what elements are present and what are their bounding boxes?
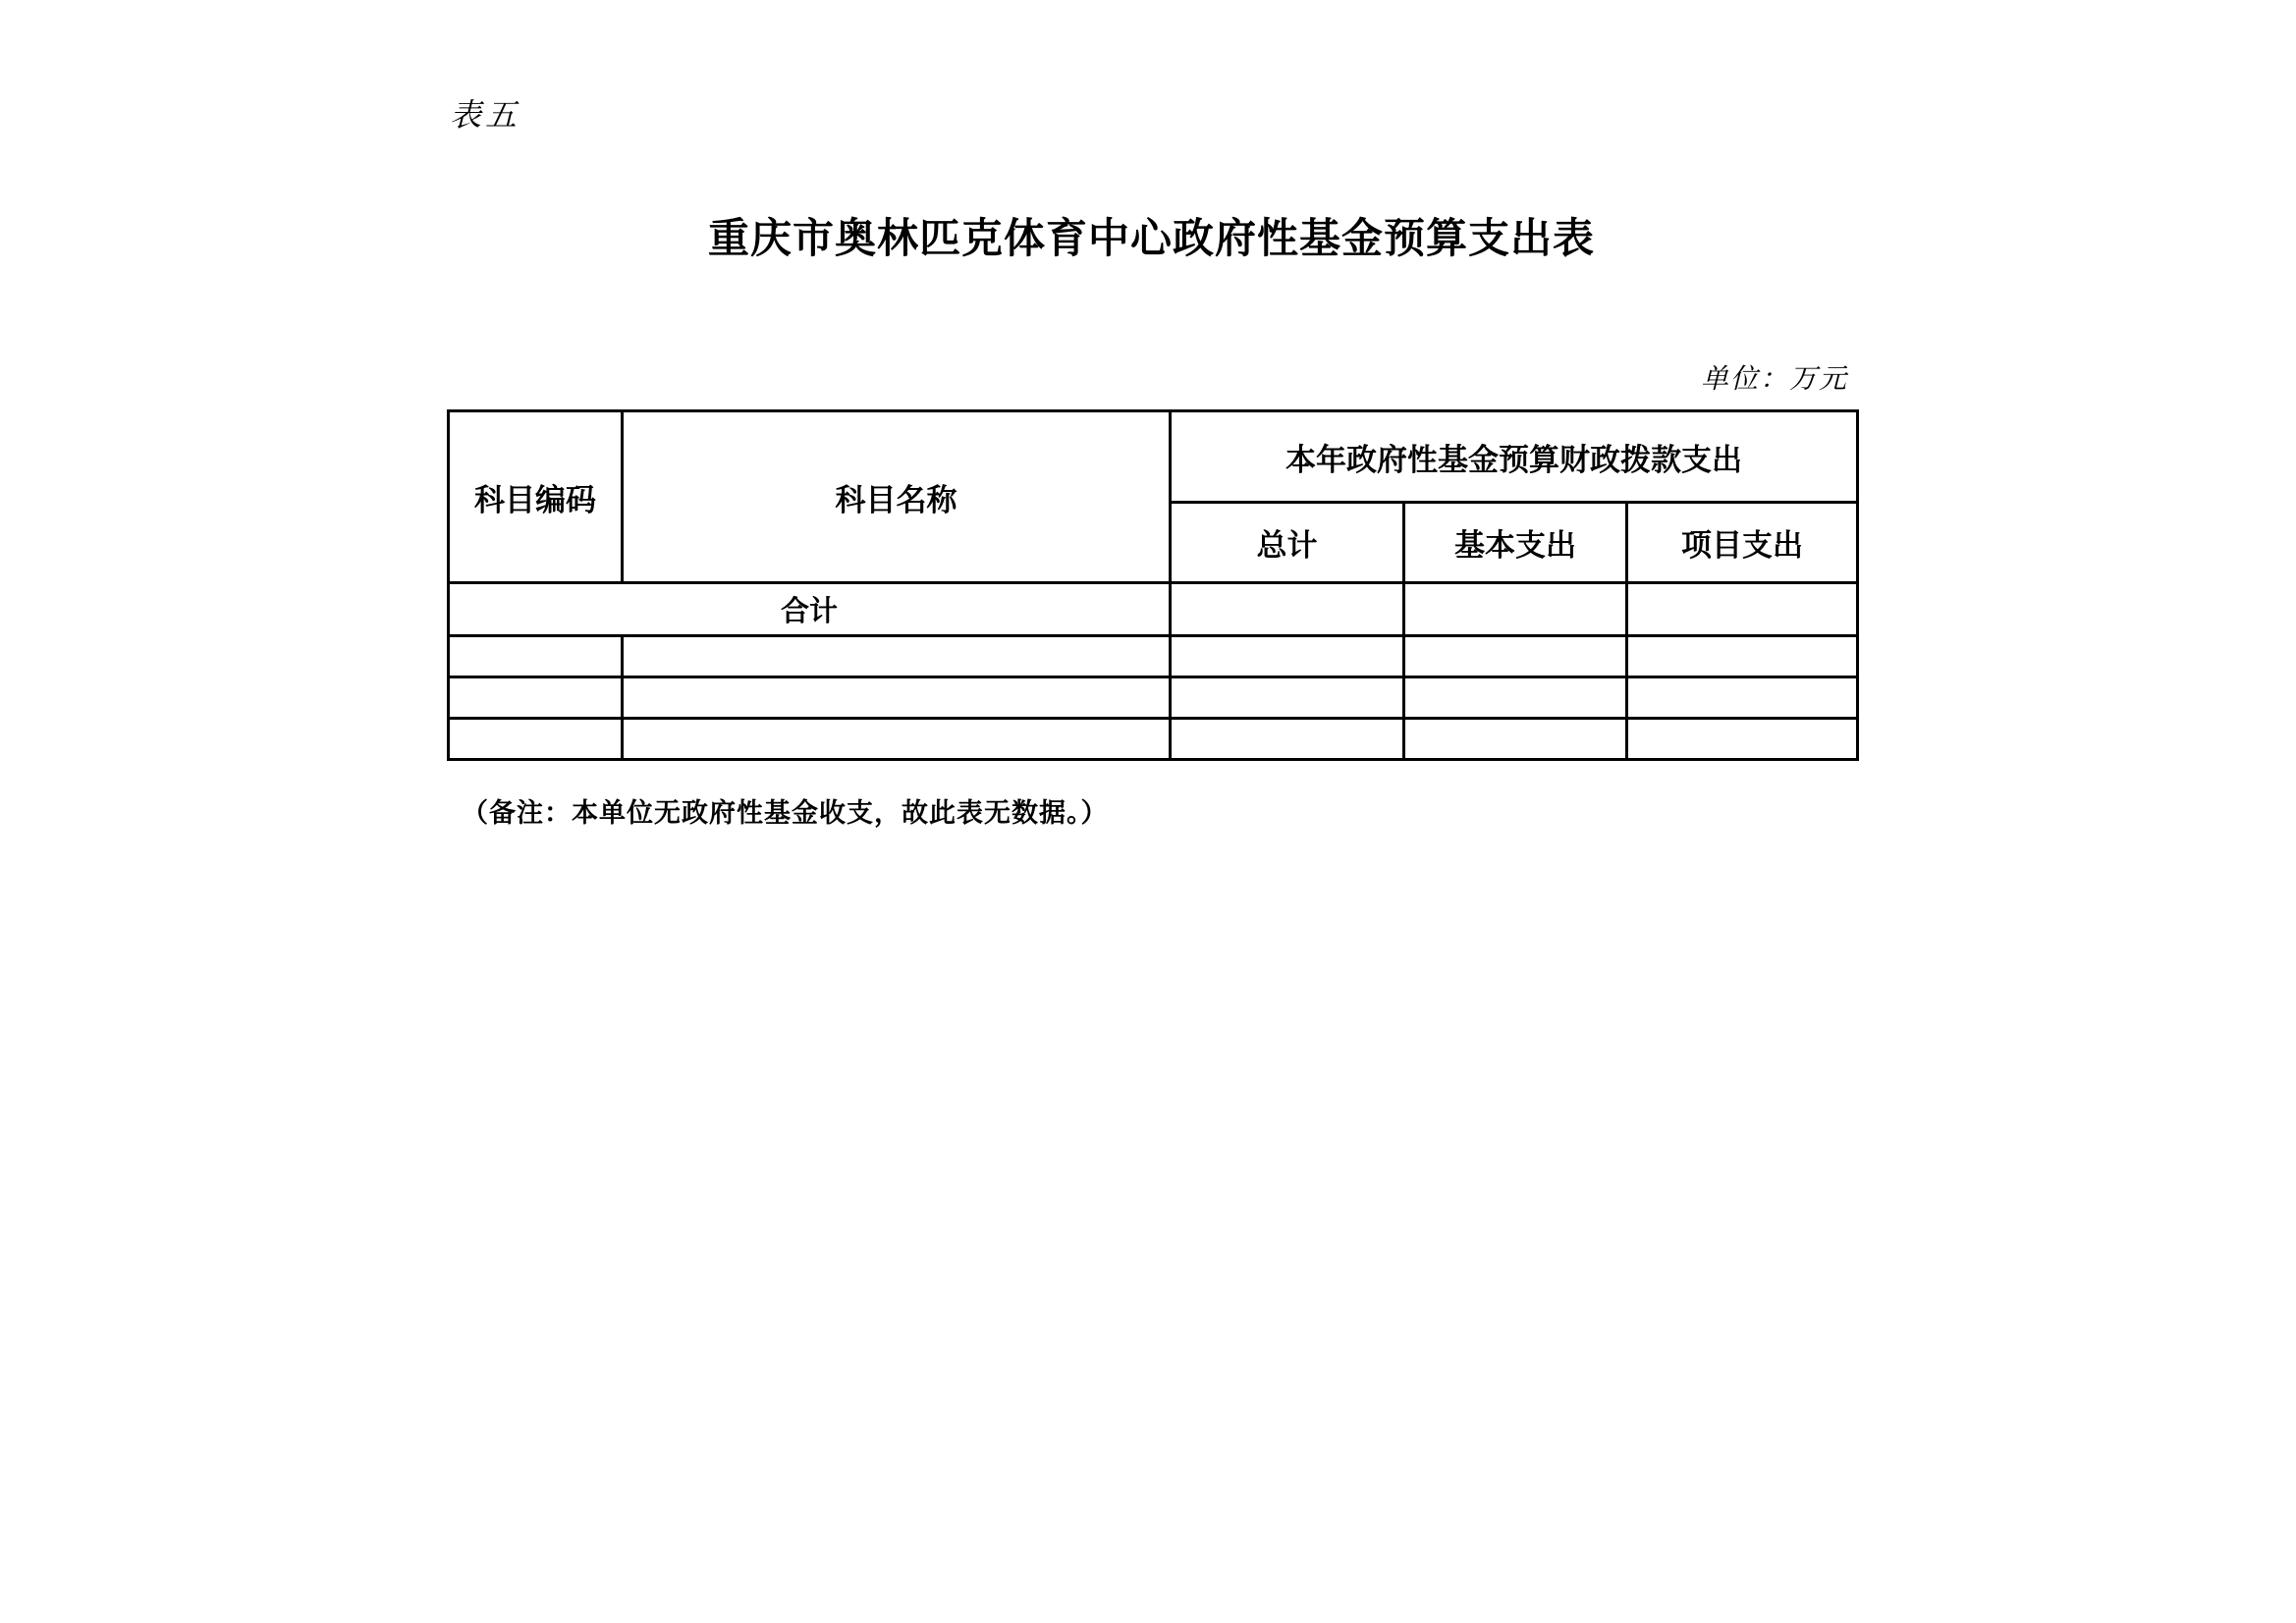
table-row xyxy=(449,636,1858,677)
budget-table xyxy=(447,409,1859,761)
cell-subject-code xyxy=(449,677,623,719)
cell-subject-name xyxy=(623,636,1171,677)
cell-total xyxy=(1171,636,1404,677)
cell-subject-code xyxy=(449,636,623,677)
table-header-row-top xyxy=(449,411,1858,503)
cell-basic-expenditure xyxy=(1404,677,1627,719)
cell-subject-name xyxy=(623,677,1171,719)
header-subject-code: 科目编码 xyxy=(449,411,623,583)
header-total: 总计 xyxy=(1171,503,1404,583)
cell-subject-name xyxy=(623,719,1171,760)
header-fund-expenditure-group: 本年政府性基金预算财政拨款支出 xyxy=(1171,411,1858,503)
table-row-total xyxy=(449,583,1858,636)
total-row-project-cell xyxy=(1627,583,1858,636)
table-row xyxy=(449,719,1858,760)
table-row xyxy=(449,677,1858,719)
cell-total xyxy=(1171,677,1404,719)
total-row-label: 合计 xyxy=(449,583,1171,636)
total-row-basic-cell xyxy=(1404,583,1627,636)
cell-project-expenditure xyxy=(1627,677,1858,719)
cell-total xyxy=(1171,719,1404,760)
header-subject-name: 科目名称 xyxy=(623,411,1171,583)
table-number-label: 表五 xyxy=(450,97,521,133)
total-row-total-cell xyxy=(1171,583,1404,636)
unit-label: 单位：万元 xyxy=(1700,364,1848,395)
footnote: （备注：本单位无政府性基金收支，故此表无数据。） xyxy=(462,798,1109,828)
page-title: 重庆市奥林匹克体育中心政府性基金预算支出表 xyxy=(707,217,1595,262)
cell-project-expenditure xyxy=(1627,636,1858,677)
cell-basic-expenditure xyxy=(1404,719,1627,760)
cell-subject-code xyxy=(449,719,623,760)
cell-basic-expenditure xyxy=(1404,636,1627,677)
header-project-expenditure: 项目支出 xyxy=(1627,503,1858,583)
cell-project-expenditure xyxy=(1627,719,1858,760)
header-basic-expenditure: 基本支出 xyxy=(1404,503,1627,583)
